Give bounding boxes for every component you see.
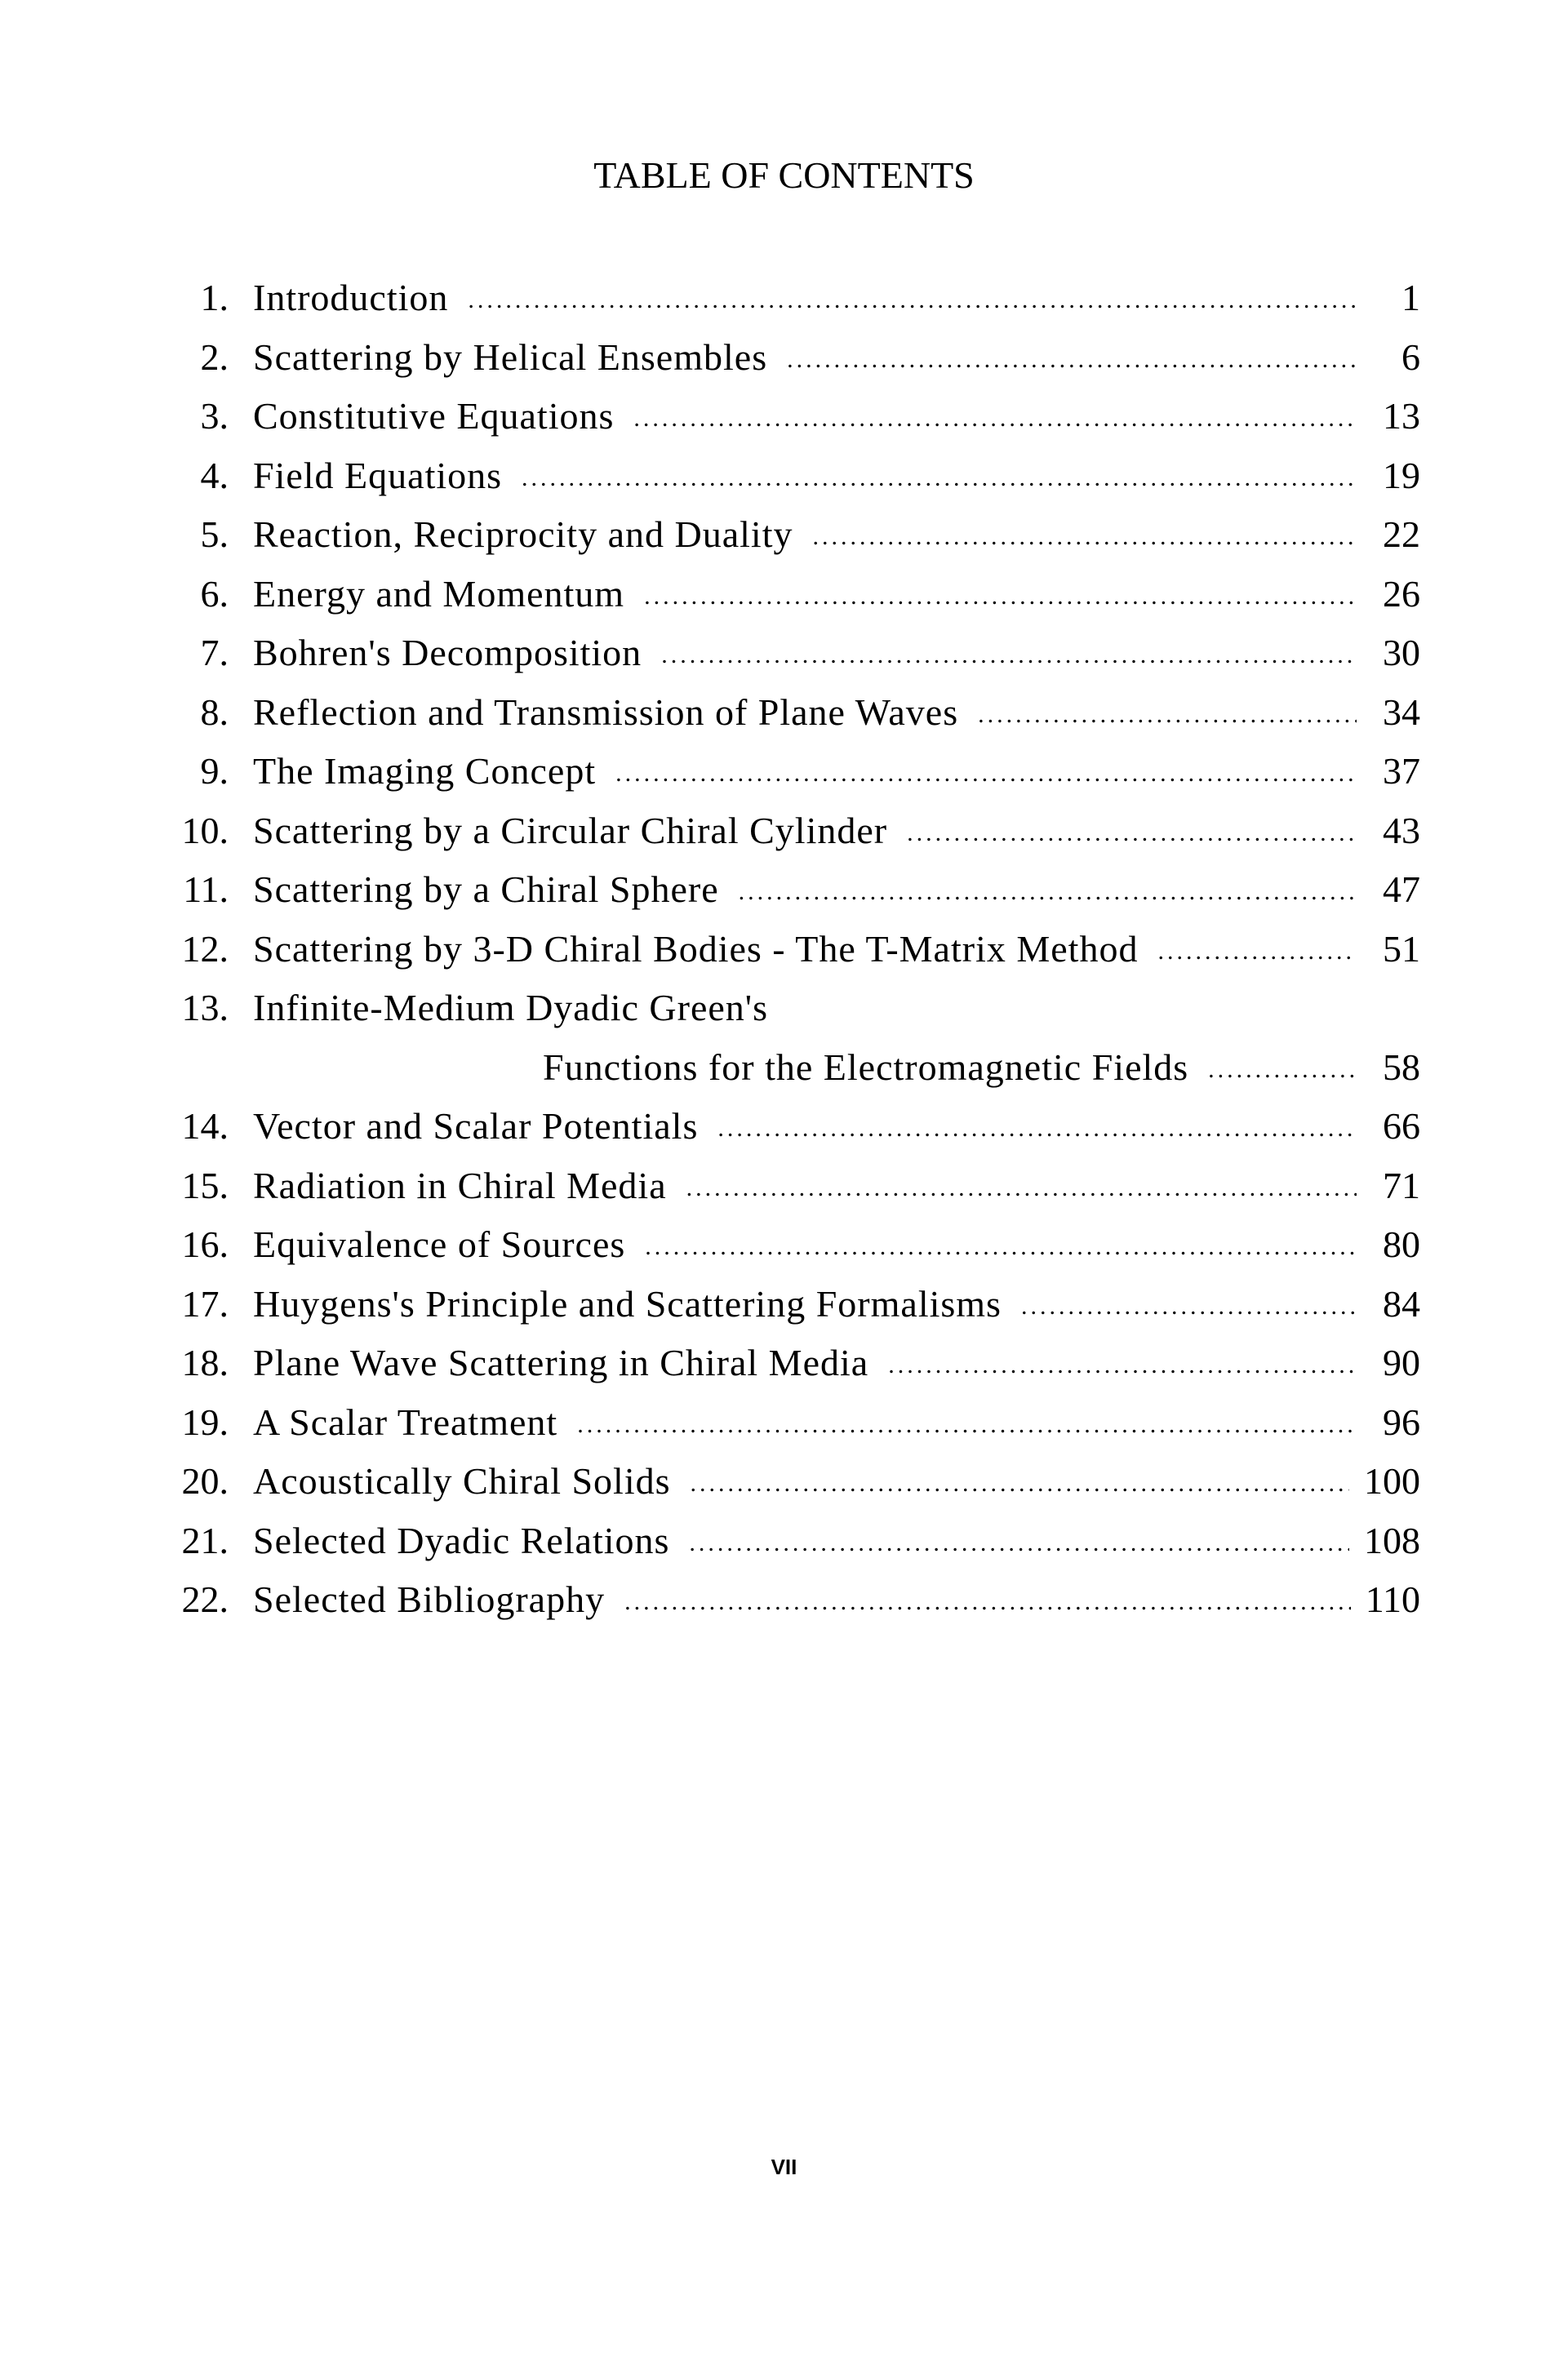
toc-entry <box>147 688 1420 748</box>
toc-entry-page: 6 <box>1401 335 1420 378</box>
toc-entry-page: 108 <box>1364 1519 1420 1561</box>
toc-leader-dots <box>645 1223 1357 1272</box>
toc-entry-page: 110 <box>1365 1578 1420 1620</box>
toc-entry-page: 71 <box>1383 1164 1420 1206</box>
toc-entry-number: 15. <box>181 1164 229 1206</box>
toc-leader-dots <box>1208 1046 1357 1094</box>
toc-entry-page: 37 <box>1383 750 1420 792</box>
toc-entry-title: Infinite-Medium Dyadic Green's <box>253 987 768 1028</box>
toc-entry-page: 84 <box>1383 1282 1420 1325</box>
toc-entry <box>147 1516 1420 1576</box>
toc-heading: TABLE OF CONTENTS <box>593 154 975 196</box>
toc-leader-dots <box>888 1341 1357 1390</box>
toc-entry-title: A Scalar Treatment <box>253 1401 558 1443</box>
toc-entry-title: Equivalence of Sources <box>253 1223 626 1265</box>
toc-entry-number: 5. <box>200 513 229 555</box>
toc-entry-page: 26 <box>1383 572 1420 615</box>
toc-entry-page: 66 <box>1383 1105 1420 1147</box>
toc-entry <box>147 806 1420 866</box>
toc-entry <box>147 1457 1420 1516</box>
toc-entry-number: 10. <box>181 809 229 851</box>
toc-entry-title: The Imaging Concept <box>253 750 597 792</box>
toc-entry <box>147 1575 1420 1635</box>
toc-entry-title: Selected Dyadic Relations <box>253 1519 670 1561</box>
toc-leader-dots <box>522 454 1357 503</box>
toc-leader-dots <box>787 335 1357 384</box>
toc-entry-page: 47 <box>1383 868 1420 910</box>
toc-entry-title: Introduction <box>253 277 449 318</box>
toc-entry-page: 22 <box>1383 513 1420 555</box>
toc-entry-title: Energy and Momentum <box>253 572 625 615</box>
toc-entry-title: Scattering by a Chiral Sphere <box>253 868 719 910</box>
toc-entry-number: 3. <box>200 395 229 437</box>
toc-entry-title: Bohren's Decomposition <box>253 632 642 673</box>
toc-entry-page: 58 <box>1383 1046 1420 1088</box>
toc-leader-dots <box>644 572 1357 621</box>
toc-leader-dots <box>577 1401 1357 1450</box>
toc-entry <box>147 1102 1420 1161</box>
toc-leader-dots <box>686 1164 1357 1213</box>
toc-leader-dots <box>717 1104 1357 1153</box>
toc-entry-title: Radiation in Chiral Media <box>253 1164 667 1206</box>
toc-entry <box>147 1398 1420 1458</box>
toc-entry-page: 90 <box>1383 1342 1420 1383</box>
toc-entry-page: 19 <box>1383 454 1420 496</box>
toc-leader-dots <box>615 749 1357 798</box>
toc-entry-title: Scattering by a Circular Chiral Cylinder <box>253 809 888 851</box>
toc-entry-title: Plane Wave Scattering in Chiral Media <box>253 1342 869 1383</box>
toc-leader-dots <box>907 809 1357 858</box>
toc-entry <box>147 510 1420 570</box>
toc-entry-title: Constitutive Equations <box>253 395 615 437</box>
toc-entry-number: 12. <box>181 927 229 970</box>
toc-leader-dots <box>624 1578 1351 1627</box>
toc-entry-number: 11. <box>183 868 229 910</box>
toc-entry <box>147 1339 1420 1398</box>
toc-entry-title: Reaction, Reciprocity and Duality <box>253 513 793 555</box>
toc-leader-dots <box>689 1519 1349 1568</box>
toc-entry-title: Acoustically Chiral Solids <box>253 1460 671 1502</box>
toc-leader-dots <box>812 513 1357 562</box>
toc-entry-title-continuation: Functions for the Electromagnetic Fields <box>543 1046 1189 1088</box>
toc-entry-number: 19. <box>181 1401 229 1443</box>
toc-entry-page: 13 <box>1383 395 1420 437</box>
toc-entry-number: 22. <box>181 1578 229 1620</box>
toc-entry <box>147 392 1420 451</box>
toc-entry-page: 1 <box>1401 277 1420 318</box>
toc-entry-page: 34 <box>1383 690 1420 733</box>
toc-entry <box>147 628 1420 688</box>
toc-leader-dots <box>1021 1282 1357 1331</box>
toc-entry-number: 21. <box>181 1519 229 1561</box>
toc-entry-number: 8. <box>200 690 229 733</box>
toc-entry-number: 1. <box>200 277 229 318</box>
toc-entry-title: Field Equations <box>253 454 503 496</box>
toc-entry <box>147 983 1420 1043</box>
toc-entry-number: 2. <box>200 335 229 378</box>
toc-entry-title: Huygens's Principle and Scattering Formalisms <box>253 1282 1002 1325</box>
page-number: VII <box>771 2155 797 2179</box>
toc-leader-dots <box>691 1459 1349 1508</box>
toc-entry-title: Scattering by 3-D Chiral Bodies - The T-Matrix Method <box>253 927 1139 970</box>
toc-entry-page: 96 <box>1383 1401 1420 1443</box>
toc-leader-dots <box>1157 927 1357 976</box>
toc-leader-dots <box>633 394 1357 443</box>
toc-entry <box>147 1220 1420 1280</box>
toc-entry-number: 16. <box>181 1223 229 1265</box>
toc-entry <box>147 925 1420 984</box>
toc-entry-page: 80 <box>1383 1223 1420 1265</box>
toc-entry-title: Reflection and Transmission of Plane Waves <box>253 690 959 733</box>
toc-entry-page: 51 <box>1383 927 1420 970</box>
toc-leader-dots <box>661 631 1357 680</box>
toc-entry-number: 4. <box>200 454 229 496</box>
toc-entry-number: 14. <box>181 1105 229 1147</box>
toc-entry-title: Vector and Scalar Potentials <box>253 1105 699 1147</box>
toc-entry <box>147 273 1420 333</box>
toc-leader-dots <box>468 276 1357 325</box>
toc-entry-number: 7. <box>200 632 229 673</box>
toc-entry-page: 43 <box>1383 809 1420 851</box>
toc-entry-number: 6. <box>200 572 229 615</box>
toc-entry-page: 30 <box>1383 632 1420 673</box>
toc-entry-number: 17. <box>181 1282 229 1325</box>
toc-entry-title: Scattering by Helical Ensembles <box>253 335 768 378</box>
toc-entry <box>147 333 1420 393</box>
toc-entry-number: 13. <box>181 987 229 1028</box>
toc-leader-dots <box>739 868 1357 917</box>
toc-entry-title: Selected Bibliography <box>253 1578 606 1620</box>
toc-entry <box>147 865 1420 925</box>
toc-entry-page: 100 <box>1364 1460 1420 1502</box>
toc-entry-number: 20. <box>181 1460 229 1502</box>
toc-entry <box>147 451 1420 511</box>
toc-entry <box>147 570 1420 629</box>
toc-entry <box>147 1280 1420 1339</box>
toc-entry <box>147 1161 1420 1221</box>
toc-leader-dots <box>978 690 1357 739</box>
toc-list <box>147 273 1420 1635</box>
toc-entry <box>147 747 1420 806</box>
toc-entry-number: 18. <box>181 1342 229 1383</box>
toc-entry-continuation <box>147 1043 1420 1103</box>
toc-entry-number: 9. <box>200 750 229 792</box>
